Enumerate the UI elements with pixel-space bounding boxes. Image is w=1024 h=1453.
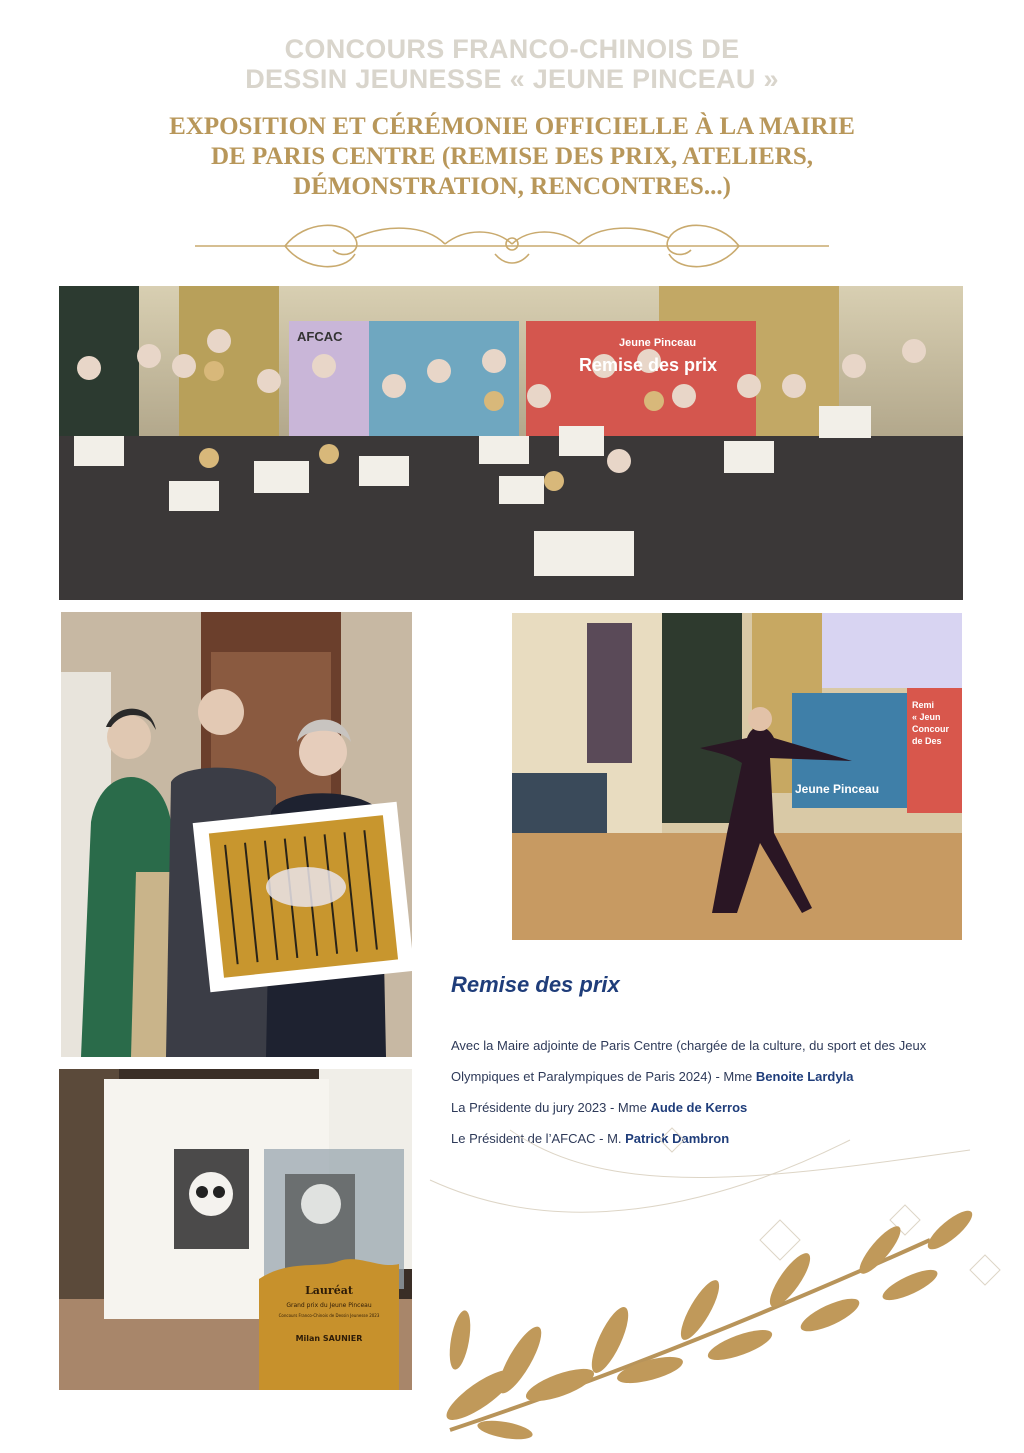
golden-branch-ornament <box>410 1120 1024 1453</box>
demo-banner-right-line2: « Jeun <box>912 712 941 722</box>
ornamental-divider <box>195 214 829 278</box>
trophy-photo <box>59 1069 412 1390</box>
trophy-line2: Grand prix du Jeune Pinceau <box>286 1302 372 1309</box>
main-title-line1: CONCOURS FRANCO-CHINOIS DE <box>284 34 740 64</box>
group-photo <box>59 286 963 600</box>
afcac-president-role: Le Président de l’AFCAC - M. <box>451 1131 626 1146</box>
sub-title <box>0 112 1024 202</box>
jury-president-name: Aude de Kerros <box>650 1100 748 1115</box>
demonstration-photo <box>512 613 962 940</box>
sub-title-line1: EXPOSITION ET CÉRÉMONIE OFFICIELLE À LA MAIRIE <box>169 113 855 140</box>
trophy-name: Milan SAUNIER <box>295 1334 363 1343</box>
main-title-line2: DESSIN JEUNESSE « JEUNE PINCEAU » <box>245 64 779 94</box>
deputy-mayor-role: Olympiques et Paralympiques de Paris 2024) - Mme <box>451 1069 756 1084</box>
demo-banner-right-line4: de Des <box>912 736 942 746</box>
sub-title-line2: DE PARIS CENTRE (REMISE DES PRIX, ATELIERS, <box>211 143 813 170</box>
jury-president-role: La Présidente du jury 2023 - Mme <box>451 1100 651 1115</box>
demo-banner-left: Jeune Pinceau <box>795 782 880 796</box>
deputy-mayor-name: Benoite Lardyla <box>755 1069 854 1084</box>
main-title <box>0 34 1024 94</box>
section-heading: Remise des prix <box>451 972 620 997</box>
demo-banner-right-line3: Concour <box>912 724 949 734</box>
demo-banner-right-line1: Remi <box>912 700 935 710</box>
afcac-president-name: Patrick Dambron <box>625 1131 730 1146</box>
banner-right-logo: Jeune Pinceau <box>619 337 697 349</box>
paragraph-deputy-mayor-line1: Avec la Maire adjointe de Paris Centre (chargée de la culture, du sport et des Jeux <box>451 1038 927 1053</box>
sub-title-line3: DÉMONSTRATION, RENCONTRES...) <box>293 173 731 200</box>
paragraph-jury-president <box>451 1100 971 1116</box>
banner-right-title: Remise des prix <box>579 355 718 375</box>
paragraph-deputy-mayor <box>451 1038 971 1085</box>
trophy-line3: Concours Franco-Chinois de Dessin Jeunesse 2023 <box>278 1313 380 1318</box>
painting-presentation-photo <box>61 612 412 1057</box>
paragraph-deputy-mayor-line2 <box>451 1069 971 1085</box>
trophy-line1: Lauréat <box>305 1284 353 1297</box>
banner-left-logo: AFCAC <box>297 329 343 344</box>
